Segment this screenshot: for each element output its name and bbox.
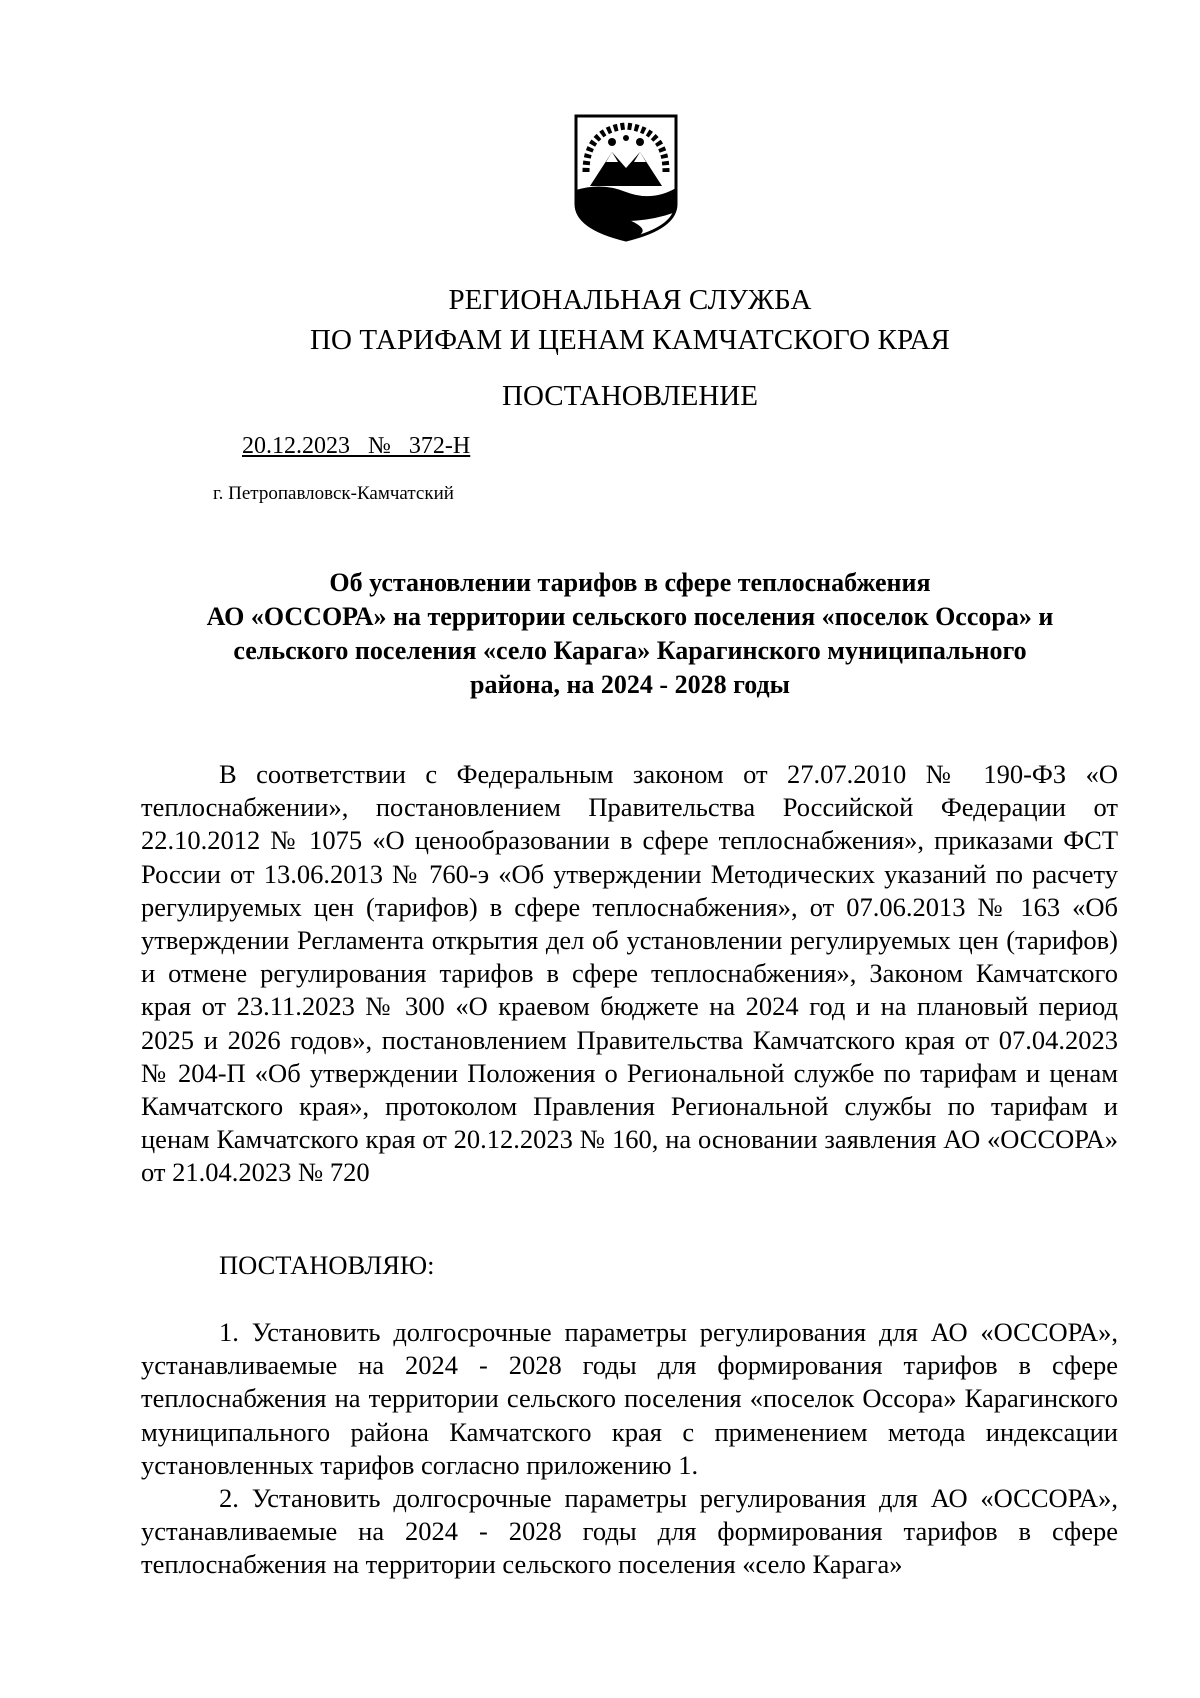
title-line-1: Об установлении тарифов в сфере теплоснабжения (329, 568, 931, 597)
clause-2-paragraph: 2. Установить долгосрочные параметры регулирования для АО «ОССОРА», устанавливаемые на 2024 - 2028 годы для формирования тарифов в сфере теплоснабжения на территории сельского поселения «село Карага» (141, 1483, 1118, 1580)
title-line-3: сельского поселения «село Карага» Карагинского муниципального (233, 636, 1027, 665)
document-type: ПОСТАНОВЛЕНИЕ (502, 380, 758, 412)
authority-line-2: ПО ТАРИФАМ И ЦЕНАМ КАМЧАТСКОГО КРАЯ (310, 324, 950, 356)
title-line-4: района, на 2024 - 2028 годы (470, 670, 790, 699)
title-line-2: АО «ОССОРА» на территории сельского поселения «поселок Оссора» и (206, 602, 1054, 631)
preamble-paragraph: В соответствии с Федеральным законом от 27.07.2010 № 190-ФЗ «О теплоснабжении», постановлением Правительства Российской Федерации от 22.10.2012 № 1075 «О ценообразовании в сфере теплоснабжения», приказами ФСТ России от 13.06.2013 № 760-э «Об утверждении Методических указаний по расчету регулируемых цен (тарифов) в сфере теплоснабжения», от 07.06.2013 № 163 «Об утверждении Регламента открытия дел об установлении регулируемых цен (тарифов) и отмене регулирования тарифов в сфере теплоснабжения», Законом Камчатского края от 23.11.2023 № 300 «О краевом бюджете на 2024 год и на плановый период 2025 и 2026 годов», постановлением Правительства Камчатского края от 07.04.2023 № 204-П «Об утверждении Положения о Региональной службе по тарифам и ценам Камчатского края», протоколом Правления Региональной службы по тарифам и ценам Камчатского края от 20.12.2023 № 160, на основании заявления АО «ОССОРА» от 21.04.2023 № 720 (141, 759, 1118, 1188)
place-of-issue: г. Петропавловск-Камчатский (213, 483, 454, 504)
coat-of-arms-icon (572, 112, 680, 242)
document-title (140, 566, 1120, 702)
authority-line-1: РЕГИОНАЛЬНАЯ СЛУЖБА (448, 284, 812, 316)
resolve-heading: ПОСТАНОВЛЯЮ: (219, 1250, 435, 1280)
issuing-authority (0, 280, 1200, 360)
clause-1-paragraph: 1. Установить долгосрочные параметры регулирования для АО «ОССОРА», устанавливаемые на 2024 - 2028 годы для формирования тарифов в сфере теплоснабжения на территории сельского поселения «поселок Оссора» Карагинского муниципального района Камчатского края с применением метода индексации установленных тарифов согласно приложению 1. (141, 1317, 1118, 1480)
date-and-number: 20.12.2023 № 372-Н (242, 433, 471, 459)
